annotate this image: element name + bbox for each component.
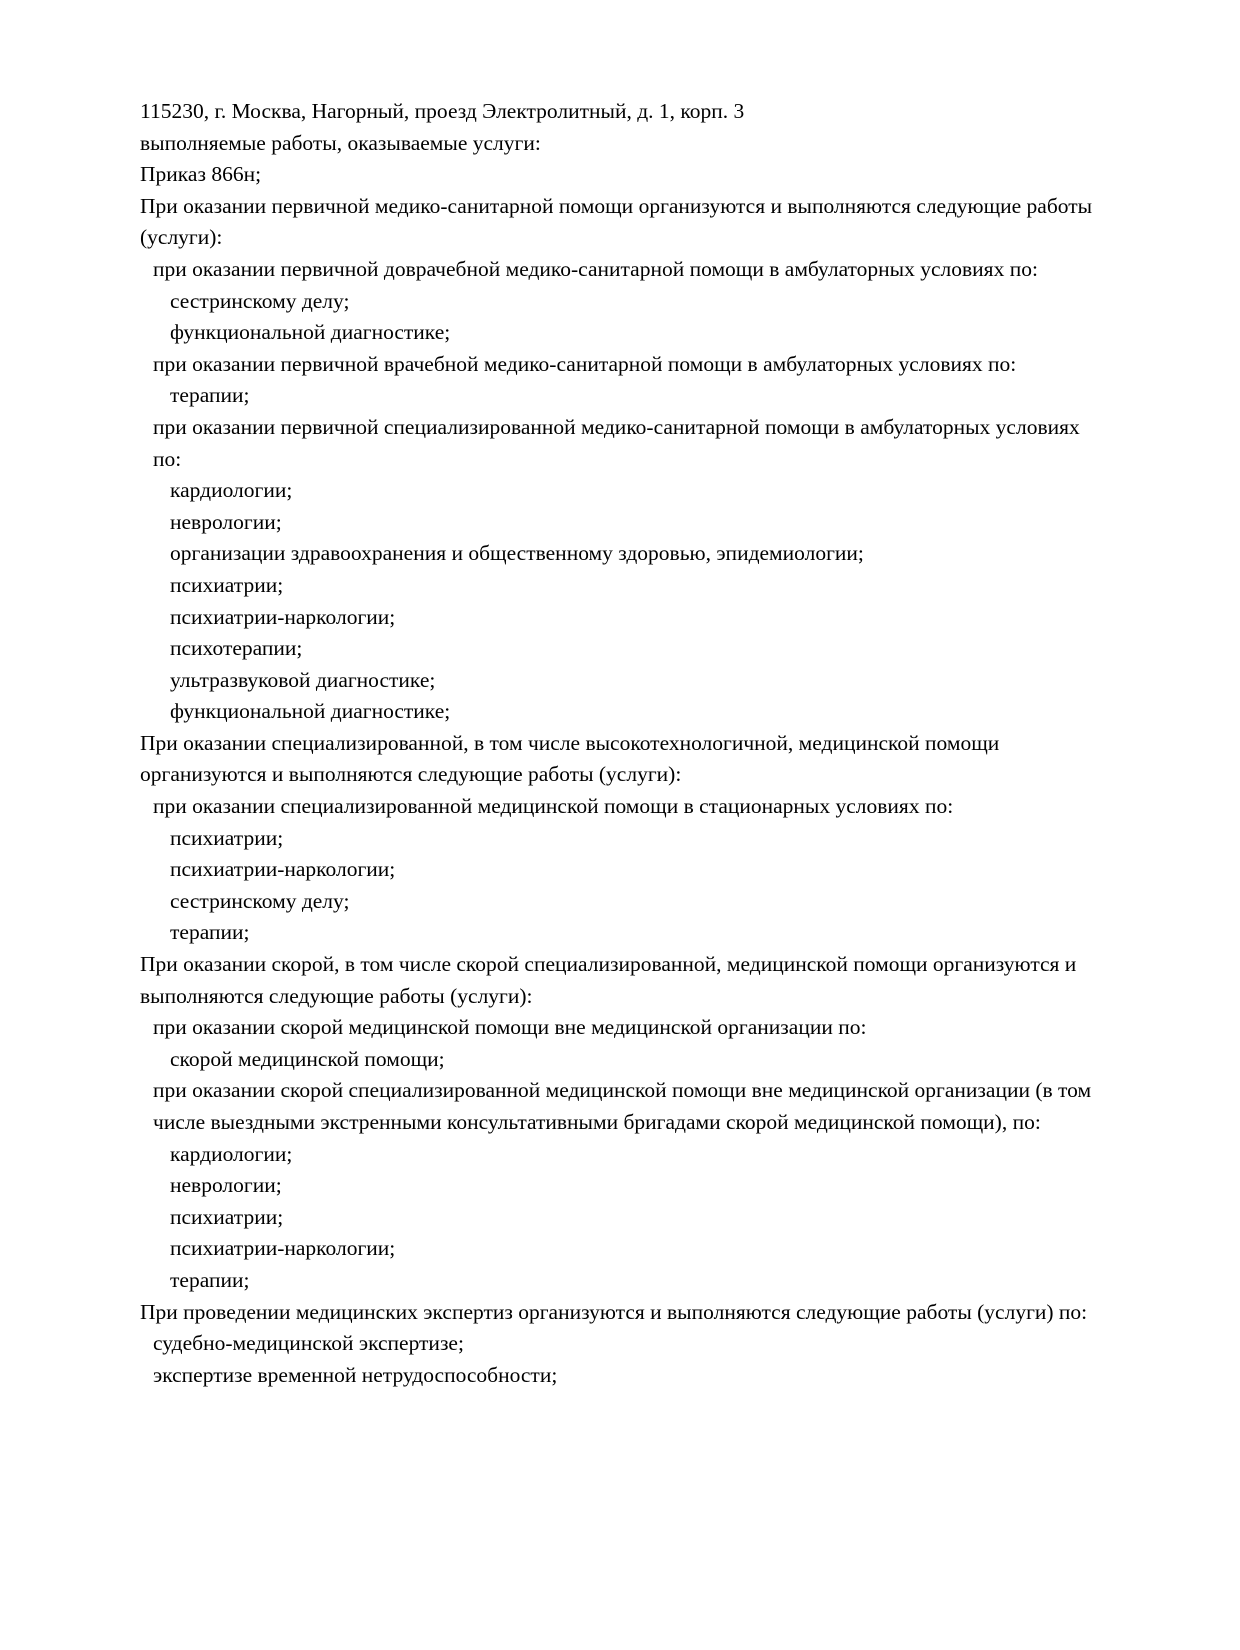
document-line: неврологии; [170,509,282,534]
document-line: при оказании первичной специализированной медико-санитарной помощи в амбулаторных условиях по: [153,414,1086,471]
document-line: сестринскому делу; [170,288,350,313]
document-line: при оказании первичной доврачебной медико-санитарной помощи в амбулаторных условиях по: [153,256,1038,281]
document-line: При проведении медицинских экспертиз организуются и выполняются следующие работы (услуги) по: [140,1299,1088,1324]
document-line: психиатрии; [170,572,284,597]
document-line: При оказании первичной медико-санитарной помощи организуются и выполняются следующие работы (услуги): [140,193,1098,250]
document-line: функциональной диагностике; [170,699,451,724]
document-line: функциональной диагностике; [170,320,451,345]
document-line: психотерапии; [170,636,303,661]
document-line: ультразвуковой диагностике; [170,667,436,692]
document-line: психиатрии-наркологии; [170,1236,396,1261]
document-line: сестринскому делу; [170,888,350,913]
document-line: психиатрии-наркологии; [170,857,396,882]
document-body [140,96,1112,1391]
document-line: скорой медицинской помощи; [170,1046,445,1071]
document-line: при оказании специализированной медицинской помощи в стационарных условиях по: [153,794,954,819]
document-line: при оказании скорой медицинской помощи вне медицинской организации по: [153,1015,867,1040]
document-line: психиатрии; [170,1204,284,1229]
document-line: кардиологии; [170,478,293,503]
document-line: организации здравоохранения и общественному здоровью, эпидемиологии; [170,541,864,566]
document-lines [140,128,1112,1392]
document-line: кардиологии; [170,1141,293,1166]
document-line: терапии; [170,383,250,408]
document-line: психиатрии-наркологии; [170,604,396,629]
document-line: экспертизе временной нетрудоспособности; [153,1362,558,1387]
document-line: при оказании первичной врачебной медико-санитарной помощи в амбулаторных условиях по: [153,351,1017,376]
document-line: неврологии; [170,1173,282,1198]
document-line: При оказании скорой, в том числе скорой специализированной, медицинской помощи организуются и выполняются следующие работы (услуги): [140,952,1082,1008]
document-line: психиатрии; [170,825,284,850]
document-line: терапии; [170,920,250,945]
document-line: Приказ 866н; [140,162,262,187]
document-line: выполняемые работы, оказываемые услуги: [140,130,541,155]
document-line: терапии; [170,1267,250,1292]
document-line: При оказании специализированной, в том числе высокотехнологичной, медицинской помощи организуются и выполняются следующие работы (услуги): [140,730,1005,787]
document-line: при оказании скорой специализированной медицинской помощи вне медицинской организации (в том числе выездными экстренными консультативными бригадами скорой медицинской помощи), по: [153,1078,1097,1134]
address-line: 115230, г. Москва, Нагорный, проезд Электролитный, д. 1, корп. 3 [140,99,745,123]
document-line: судебно-медицинской экспертизе; [153,1331,464,1356]
